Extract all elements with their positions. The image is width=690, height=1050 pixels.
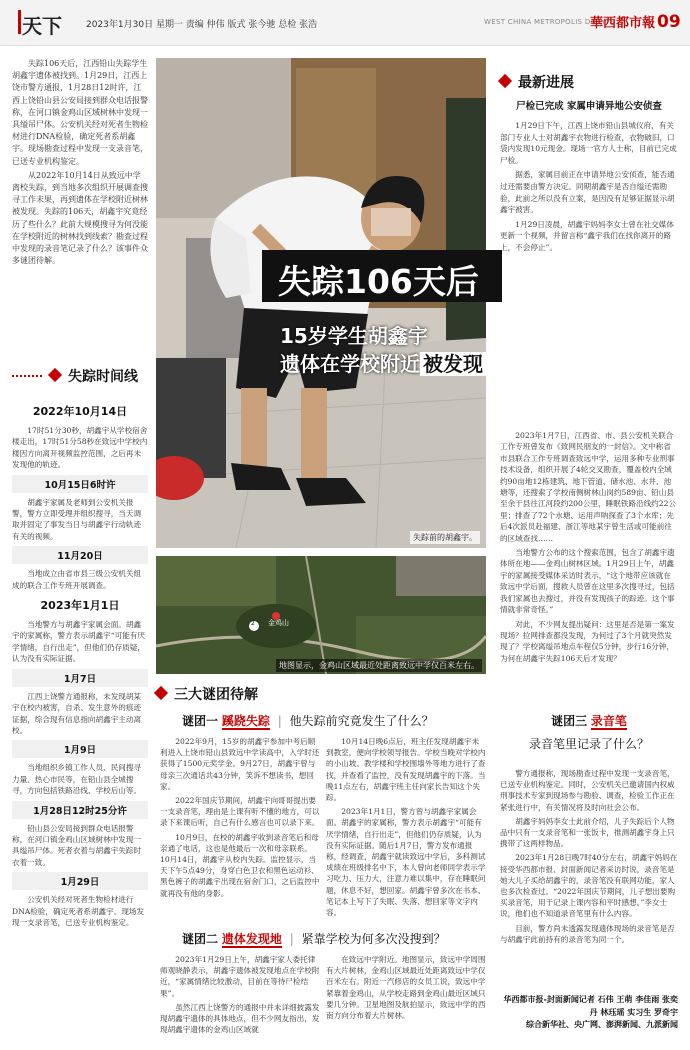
latest-column — [500, 70, 678, 257]
map-caption: 地图显示，金鸡山区域最近处距离致远中学仅百米左右。 — [276, 659, 482, 672]
timeline-date: 10月15日6时许 — [12, 475, 148, 493]
latest-paragraph: 1月29日下午，江西上饶市铅山县城仪府，有关部门专业人士对胡鑫宇衣物进行检查，衣物破旧，口袋内发现10元现金。现场一官方人士称，目前已完成尸检。 — [500, 121, 677, 165]
headline-box — [262, 250, 502, 302]
subheadline — [280, 322, 486, 378]
mystery-1-keyword: 蹊跷失踪 — [221, 714, 270, 728]
page-header — [0, 0, 690, 46]
mystery-1-col2: 10月14日晚6点后，班主任发现胡鑫宇未到教室，便向学校领导报告。学校当晚对学校内的小山坡、教学楼和学校围墙外等地方进行了查找，并查看了监控，没有发现胡鑫宇的下落。当晚11点左右，胡鑫宇班主任向家长告知这个失踪。 2023年1月1日，警方曾与胡鑫宇家属会面。胡鑫宇的家属称，警方表示胡鑫宇“可能有厌学情绪，自行出走”，但他们仍存质疑，认为没有实际证据。随后1月7日，警方发布通报称，经调查，胡鑫宇就读致远中学后，多科测试成绩在班级排名中下，本人曾向老师同学表示学习吃力、压力大，注意力难以集中，存在睡眠问题，休息不好，想回家。胡鑫宇曾多次在书本、笔记本上写下了失眠、失落、想回家等文字内容。 — [326, 737, 486, 918]
section-name: 天下 — [22, 14, 62, 38]
headline: 失踪106天后 — [278, 262, 479, 301]
timeline-text: 江西上饶警方通报称，未发现胡某宇在校内被害，自杀、发生意外的痕迹证据，综合现有信息指向胡鑫宇主动离校。 — [12, 691, 142, 735]
mystery-2-question: 谜团二 遗体发现地 | 紧靠学校为何多次没搜到？ — [182, 932, 446, 946]
photo-caption: 失踪前的胡鑫宇。 — [410, 531, 480, 544]
intro-paragraph: 失踪106天后，江西铅山失踪学生胡鑫宇遗体被找到。1月29日，江西上饶市警方通报，1月28日12时许，江西上饶铅山县公安局接到群众电话报警称，在河口镇金鸡山区域树林中发现一具缢吊尸体。公安机关经对死者生物检材进行DNA检验，确定死者系胡鑫宇。现场勘查过程中发现一支录音笔，已送专业机构鉴定。 — [12, 59, 148, 166]
diamond-icon — [48, 368, 62, 382]
timeline-date: 2023年1月1日 — [40, 599, 120, 613]
boy-photo-illustration — [156, 58, 486, 548]
timeline-date: 11月20日 — [12, 546, 148, 564]
paper-english-name: WEST CHINA METROPOLIS DAILY — [484, 18, 606, 26]
mystery-2-col1: 2023年1月29日上午，胡鑫宇家人委托律师观晓静表示，胡鑫宇遗体被发现地点在学校附近，“家属情绪比较激动，目前在等待尸检结果”。 虽然江西上饶警方的通报中并未详细披露发现胡鑫宇遗体的具体地点，但不少网友指出，发现胡鑫宇遗体的金鸡山区域就 — [160, 955, 320, 1035]
timeline-title: 失踪时间线 — [68, 369, 138, 385]
mystery-3-keyword: 录音笔 — [590, 714, 627, 728]
map-illustration — [156, 556, 486, 674]
mystery-1-question: 谜团一 蹊跷失踪 | 他失踪前究竟发生了什么？ — [182, 714, 434, 728]
credit-line: 华西都市报-封面新闻记者 石伟 王萌 李佳雨 张奕丹 林珏瑶 实习生 罗奇宇 — [503, 995, 678, 1017]
credits — [500, 994, 678, 1032]
map-marker-label: 2 — [251, 620, 255, 627]
search-scope-column — [500, 430, 678, 667]
mysteries-heading — [156, 682, 486, 704]
timeline-date: 1月29日 — [12, 872, 148, 890]
mystery-1-col1: 2022年9月，15岁的胡鑫宇参加中考后顺利进入上饶市铅山县致远中学读高中，入学时还获得了1500元奖学金。9月27日，胡鑫宇曾与母亲三次通话共43分钟，笑诉不想读书，想回家。 2022年国庆节期间，胡鑫宇向哥哥提出要一支录音笔，理由是上课有听不懂的地方，可以录下来课后听，自己有什么感言也可以录下来。 10月9日，在校的胡鑫宇收到录音笔后和母亲通了电话，这也是他最后一次和母亲联系。10月14日，胡鑫宇从校内失踪。监控显示，当天下午5点49分，身穿白色卫衣和黑色运动衫、黑色裤子的胡鑫宇出现在宿舍门口，之后监控中就再没有他的身影。 — [160, 737, 320, 898]
satellite-map — [156, 556, 486, 674]
map-label-hill: 金鸡山 — [268, 619, 289, 627]
latest-heading — [500, 70, 678, 92]
latest-paragraph: 1月29日凌晨，胡鑫宇妈妈李女士曾在社交媒体更新一个视频，并留言称“鑫宇我们在找你离开的路上，不会停止”。 — [500, 219, 674, 252]
subheadline-line1: 15岁学生胡鑫宇 — [280, 324, 428, 348]
heading-dotted-line — [12, 375, 42, 377]
timeline-text: 铅山县公安局接到群众电话报警称，在河口镇金鸡山区域树林中发现一具缢吊尸体。死者衣着与胡鑫宇失踪时衣着一致。 — [12, 823, 142, 867]
latest-subtitle: 尸检已完成 家属申请异地公安侦查 — [516, 101, 662, 112]
timeline-date: 2022年10月14日 — [32, 405, 128, 418]
intro-column — [12, 58, 148, 269]
body-paragraph: 当地警方公布的这个搜索范围，包含了胡鑫宇遗体所在地——金鸡山树林区域。1月29日上午，胡鑫宇的家属接受媒体采访时表示，“这个地带应该就在致远中学后面，搜救人员曾在这里多次搜寻过，包括我们家属也去搜过，并没有发现孩子的踪迹。这个事情就非常奇怪。” — [500, 548, 675, 615]
timeline — [12, 398, 148, 932]
mystery-3-question: 谜团三 录音笔 录音笔里记录了什么？ — [528, 714, 649, 751]
subheadline-line2: 遗体在学校附近 — [280, 352, 420, 376]
timeline-text: 17时51分30秒，胡鑫宇从学校宿舍楼走出，17时51分58秒在致远中学校内楼因方向离开视频监控范围，之后再未发现他的轨迹。 — [12, 426, 148, 470]
issue-meta: 2023年1月30日 星期一 责编 仲伟 版式 张今驰 总检 张浩 — [86, 20, 318, 30]
body-paragraph: 对此，不少网友提出疑问：这里是否是第一案发现场？拉网排查都没发现，为何过了3个月就突然发现了？学校离缢吊地点车程仅5分钟，步行16分钟，为何在胡鑫宇失踪106天后才发现？ — [500, 619, 675, 663]
mystery-2-keyword: 遗体发现地 — [221, 932, 282, 946]
subheadline-highlight: 被发现 — [420, 352, 486, 376]
latest-paragraph: 据悉，家属目前正在申请异地公安侦查，能否通过还需要由警方决定。同期胡鑫宇是否自缢还需勘验，此前之所以没有立案，是因没有足够证据显示胡鑫宇被害。 — [500, 170, 675, 215]
timeline-text: 当地警方与胡鑫宇家属会面。胡鑫宇的家属称，警方表示胡鑫宇“可能有厌学情绪，自行出走”，但他们仍存质疑，认为没有实际证据。 — [12, 620, 145, 664]
timeline-heading — [12, 364, 148, 386]
timeline-text: 当地组织乡镇工作人员、民间搜寻力量、热心市民等，在铅山县全城搜寻，方向包括铁路沿线、学校后山等。 — [12, 763, 142, 796]
timeline-date: 1月28日12时25分许 — [12, 801, 148, 819]
mystery-2-col2: 在致远中学附近。地图显示，致远中学周围有大片树林，金鸡山区域最近处距离致远中学仅百米左右。附近一汽修店的女员工说，致远中学紧靠着金鸡山，从学校走路到金鸡山最近区域只要几分钟。卫星地图及航拍显示，致远中学的西南方向分布着大片树林。 — [326, 955, 486, 1021]
diamond-icon — [498, 74, 512, 88]
credit-line: 综合新华社、央广网、澎湃新闻、九派新闻 — [526, 1020, 678, 1029]
mystery-3-body: 警方通报称，现场勘查过程中发现一支录音笔，已送专业机构鉴定。同时，公安机关已邀请国内权威刑事技术专家到现场参与勘验、调查，检验工作正在紧张进行中，有关情况将及时向社会公布。 胡鑫宇妈妈李女士此前介绍，儿子失踪后个人物品中只有一支录音笔和一张饭卡，推测胡鑫宇身上只携带了这两样物品。 2023年1月28日晚7时40分左右，胡鑫宇妈妈在接受华西都市报、封面新闻记者采访时说，录音笔是她大儿子买给胡鑫宇的，录音笔没有联网功能，家人也多次检查过。“2022年国庆节期间，儿子想出要购买录音笔，用于记录上课内容和平时感想。”李女士说，他们也不知道录音笔里有什么内容。 目前，警方尚未透露发现遗体现场的录音笔是否与胡鑫宇此前持有的录音笔为同一个。 — [500, 769, 678, 944]
intro-paragraph: 从2022年10月14日从致远中学离校失踪，到当地多次组织开展调查搜寻工作未果，再到遗体在学校附近树林被发现。失踪的106天，胡鑫宇究竟经历了些什么？此前大规模搜寻为何没能在学校附近的树林找到线索？勘查过程中发现的录音笔记录了什么？该事件众多谜团待解。 — [12, 170, 148, 266]
timeline-text: 胡鑫宇家属及老师到公安机关报警，警方立即受理并组织搜寻，当天调取并固定了事发当日与胡鑫宇行动轨迹有关的视频。 — [12, 497, 142, 541]
section-accent-bar — [18, 10, 21, 34]
body-paragraph: 2023年1月7日，江西省、市、县公安机关联合工作专班曾发布《致网民朋友的一封信》。文中称省市县联合工作专班调查致远中学，运用多种专业刑事技术设备，组织开展了4轮交叉勘查，覆盖校内全域约90亩地12栋建筑、地下管道、储水池、水井、池塘等，还搜索了学校南侧树林山岗约589亩、铅山县至余干县往江河段约200公里，睡眠铁路沿线约22公里；排查了72个水塘、运用声呐探查了3个水库；先后4次派员赴福建、浙江等地某宇曾生活或可能前往的区域查找…… — [500, 431, 677, 543]
latest-title: 最新进展 — [518, 75, 574, 91]
main-photo — [156, 58, 486, 548]
timeline-text: 公安机关经对死者生物检材进行DNA检验，确定死者系胡鑫宇。现场发现一支录音笔，已送专业机构鉴定。 — [12, 895, 145, 927]
diamond-icon — [154, 686, 168, 700]
timeline-date: 1月9日 — [12, 740, 148, 758]
timeline-date: 1月7日 — [12, 669, 148, 687]
page-number: 09 — [657, 12, 681, 32]
paper-logo: 華西都市報 — [590, 16, 656, 31]
mysteries-title: 三大谜团待解 — [174, 687, 258, 703]
timeline-text: 当地成立由省市县三级公安机关组成的联合工作专班开展调查。 — [12, 569, 142, 590]
